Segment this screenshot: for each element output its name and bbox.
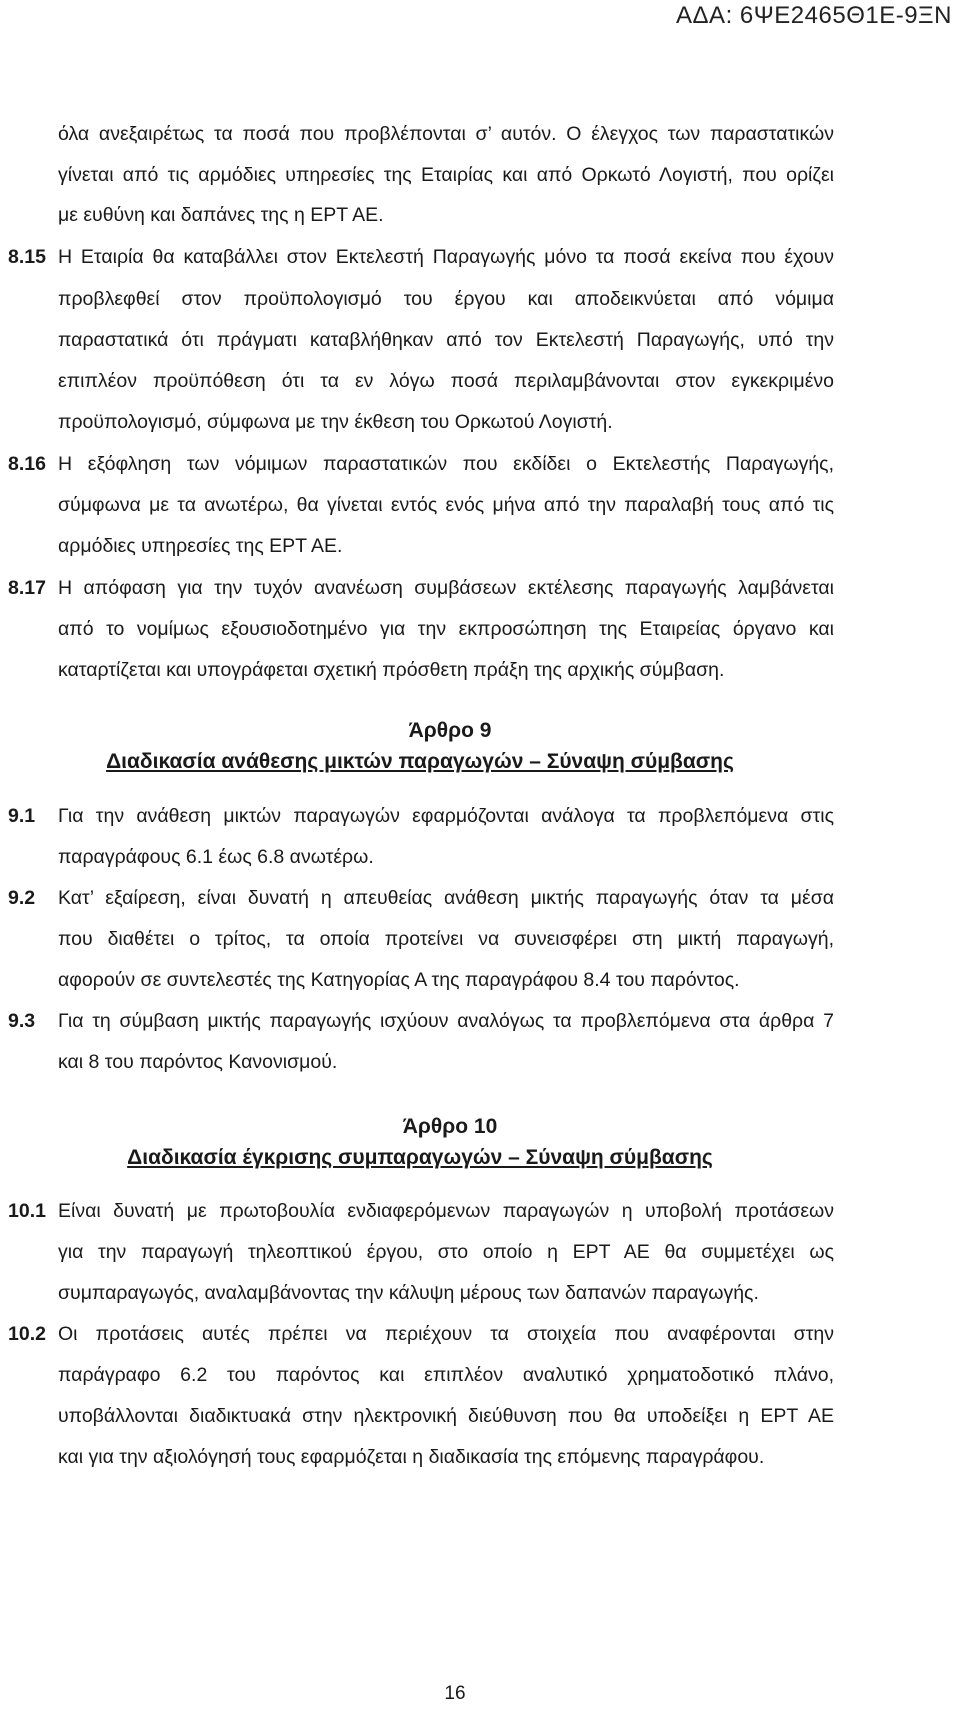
clause-number: 8.17 [8,577,46,599]
clause-line: συμπαραγωγός, αναλαμβάνοντας την κάλυψη μέρους των δαπανών παραγωγής. [58,1282,759,1304]
clause-number: 10.1 [8,1200,46,1222]
clause-line: σύμφωνα με τα ανωτέρω, θα γίνεται εντός ενός μήνα από την παραλαβή τους από τις [58,494,834,516]
article-title: Άρθρο 9 [408,719,492,742]
clause-number: 8.15 [8,246,46,268]
clause-line: παράγραφο 6.2 του παρόντος και επιπλέον αναλυτικό χρηματοδοτικό πλάνο, [58,1364,834,1386]
clause-line: παραγράφους 6.1 έως 6.8 ανωτέρω. [58,846,374,868]
clause-number: 9.2 [8,887,36,909]
page-number: 16 [444,1683,466,1704]
clause-line: από το νομίμως εξουσιοδοτημένο για την εκπροσώπηση της Εταιρείας όργανο και [58,618,834,640]
clause-line: προβλεφθεί στον προϋπολογισμό του έργου και αποδεικνύεται από νόμιμα [58,288,834,310]
clause-line: Κατ’ εξαίρεση, είναι δυνατή η απευθείας ανάθεση μικτής παραγωγής όταν τα μέσα [58,887,834,909]
clause-line: και 8 του παρόντος Κανονισμού. [58,1051,338,1073]
article-subtitle: Διαδικασία έγκρισης συμπαραγωγών – Σύναψη σύμβασης [127,1146,713,1169]
clause-number: 8.16 [8,453,46,475]
clause-line: αρμόδιες υπηρεσίες της ΕΡΤ ΑΕ. [58,535,343,557]
clause-line: για την παραγωγή τηλεοπτικού έργου, στο οποίο η ΕΡΤ ΑΕ θα συμμετέχει ως [58,1241,834,1263]
clause-line: Οι προτάσεις αυτές πρέπει να περιέχουν τα στοιχεία που αναφέρονται στην [58,1323,834,1345]
intro-line: όλα ανεξαιρέτως τα ποσά που προβλέπονται σ’ αυτόν. Ο έλεγχος των παραστατικών [58,123,834,145]
clause-line: παραστατικά ότι πράγματι καταβλήθηκαν από τον Εκτελεστή Παραγωγής, υπό την [58,329,834,351]
clause-line: επιπλέον προϋπόθεση ότι τα εν λόγω ποσά περιλαμβάνονται στον εγκεκριμένο [58,370,834,392]
clause-line: Είναι δυνατή με πρωτοβουλία ενδιαφερόμενων παραγωγών η υποβολή προτάσεων [58,1200,834,1222]
ada-identifier: ΑΔΑ: 6ΨΕ2465Θ1Ε-9ΞΝ [676,2,952,29]
clause-line: υποβάλλονται διαδικτυακά στην ηλεκτρονική διεύθυνση που θα υποδείξει η ΕΡΤ ΑΕ [58,1405,834,1427]
article-title: Άρθρο 10 [402,1115,498,1138]
clause-number: 9.1 [8,805,36,827]
intro-line: γίνεται από τις αρμόδιες υπηρεσίες της Εταιρίας και από Ορκωτό Λογιστή, που ορίζει [58,164,834,186]
clause-line: Για τη σύμβαση μικτής παραγωγής ισχύουν αναλόγως τα προβλεπόμενα στα άρθρα 7 [58,1010,834,1032]
clause-line: καταρτίζεται και υπογράφεται σχετική πρόσθετη πράξη της αρχικής σύμβαση. [58,659,725,681]
clause-line: αφορούν σε συντελεστές της Κατηγορίας Α της παραγράφου 8.4 του παρόντος. [58,969,740,991]
clause-line: Για την ανάθεση μικτών παραγωγών εφαρμόζονται ανάλογα τα προβλεπόμενα στις [58,805,834,827]
clause-line: Η εξόφληση των νόμιμων παραστατικών που εκδίδει ο Εκτελεστής Παραγωγής, [58,453,834,475]
clause-number: 10.2 [8,1323,46,1345]
intro-line: με ευθύνη και δαπάνες της η ΕΡΤ ΑΕ. [58,204,384,226]
clause-line: και για την αξιολόγησή τους εφαρμόζεται η διαδικασία της επόμενης παραγράφου. [58,1446,765,1468]
clause-line: προϋπολογισμό, σύμφωνα με την έκθεση του Ορκωτού Λογιστή. [58,411,613,433]
clause-line: Η απόφαση για την τυχόν ανανέωση συμβάσεων εκτέλεσης παραγωγής λαμβάνεται [58,577,834,599]
clause-line: Η Εταιρία θα καταβάλλει στον Εκτελεστή Παραγωγής μόνο τα ποσά εκείνα που έχουν [58,246,834,268]
article-subtitle: Διαδικασία ανάθεσης μικτών παραγωγών – Σύναψη σύμβασης [106,750,734,773]
clause-line: που διαθέτει ο τρίτος, τα οποία προτείνει να συνεισφέρει στη μικτή παραγωγή, [58,928,834,950]
clause-number: 9.3 [8,1010,36,1032]
